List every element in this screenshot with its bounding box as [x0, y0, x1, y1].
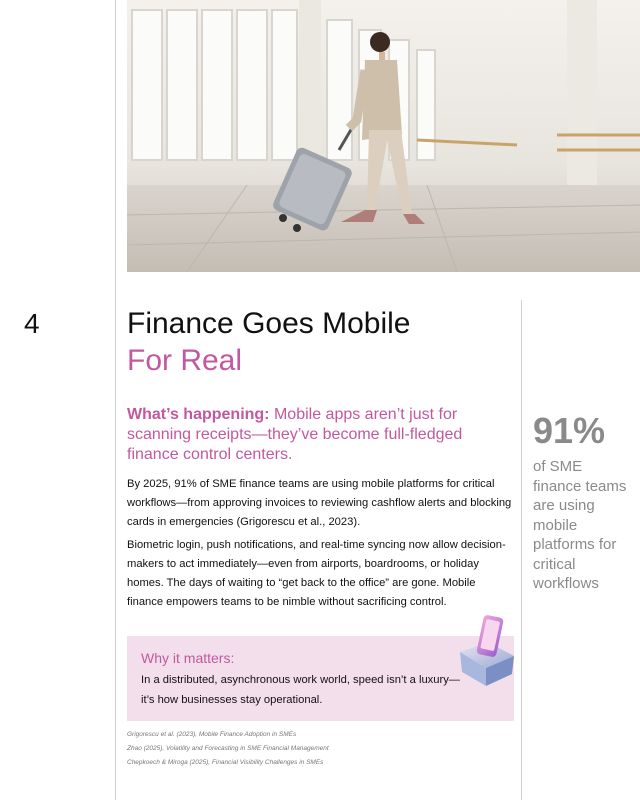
phone-3d-icon	[452, 612, 522, 692]
callout-text: In a distributed, asynchronous work world, speed isn’t a luxury—it’s how businesses stay operational.	[141, 674, 460, 706]
hero-photo	[127, 0, 640, 272]
right-divider	[521, 300, 522, 800]
stat-value: 91%	[533, 410, 606, 451]
lead-label: What’s happening:	[127, 406, 270, 423]
title-line-1: Finance Goes Mobile	[127, 307, 411, 340]
stat-description: of SME finance teams are using mobile platforms for critical workflows	[533, 458, 627, 592]
page-title	[127, 305, 517, 379]
title-line-2: For Real	[127, 344, 243, 377]
references	[127, 728, 507, 770]
lead-text: Mobile apps aren’t just for scanning receipts—they’ve become full-fledged finance control centers.	[127, 406, 463, 463]
left-divider	[115, 0, 116, 800]
reference-item: Zhao (2025), Volatility and Forecasting in SME Financial Management	[127, 745, 329, 752]
section-number: 4	[24, 308, 40, 339]
reference-item: Chepkoech & Miroga (2025), Financial Visibility Challenges in SMEs	[127, 759, 324, 766]
reference-item: Grigorescu et al. (2023), Mobile Finance Adoption in SMEs	[127, 731, 297, 738]
callout-title: Why it matters:	[141, 650, 235, 666]
body-paragraph-2: Biometric login, push notifications, and real-time syncing now allow decision-makers to act immediately—even from airports, boardrooms, or holiday homes. The days of waiting to “get back to the office” are gone. Mobile finance empowers teams to be nimble without sacrificing control.	[127, 539, 506, 608]
body-paragraph-1: By 2025, 91% of SME finance teams are using mobile platforms for critical workflows—from approving invoices to reviewing cashflow alerts and blocking cards in emergencies (Grigorescu et al., 2023).	[127, 478, 512, 528]
lead-paragraph	[127, 405, 507, 465]
